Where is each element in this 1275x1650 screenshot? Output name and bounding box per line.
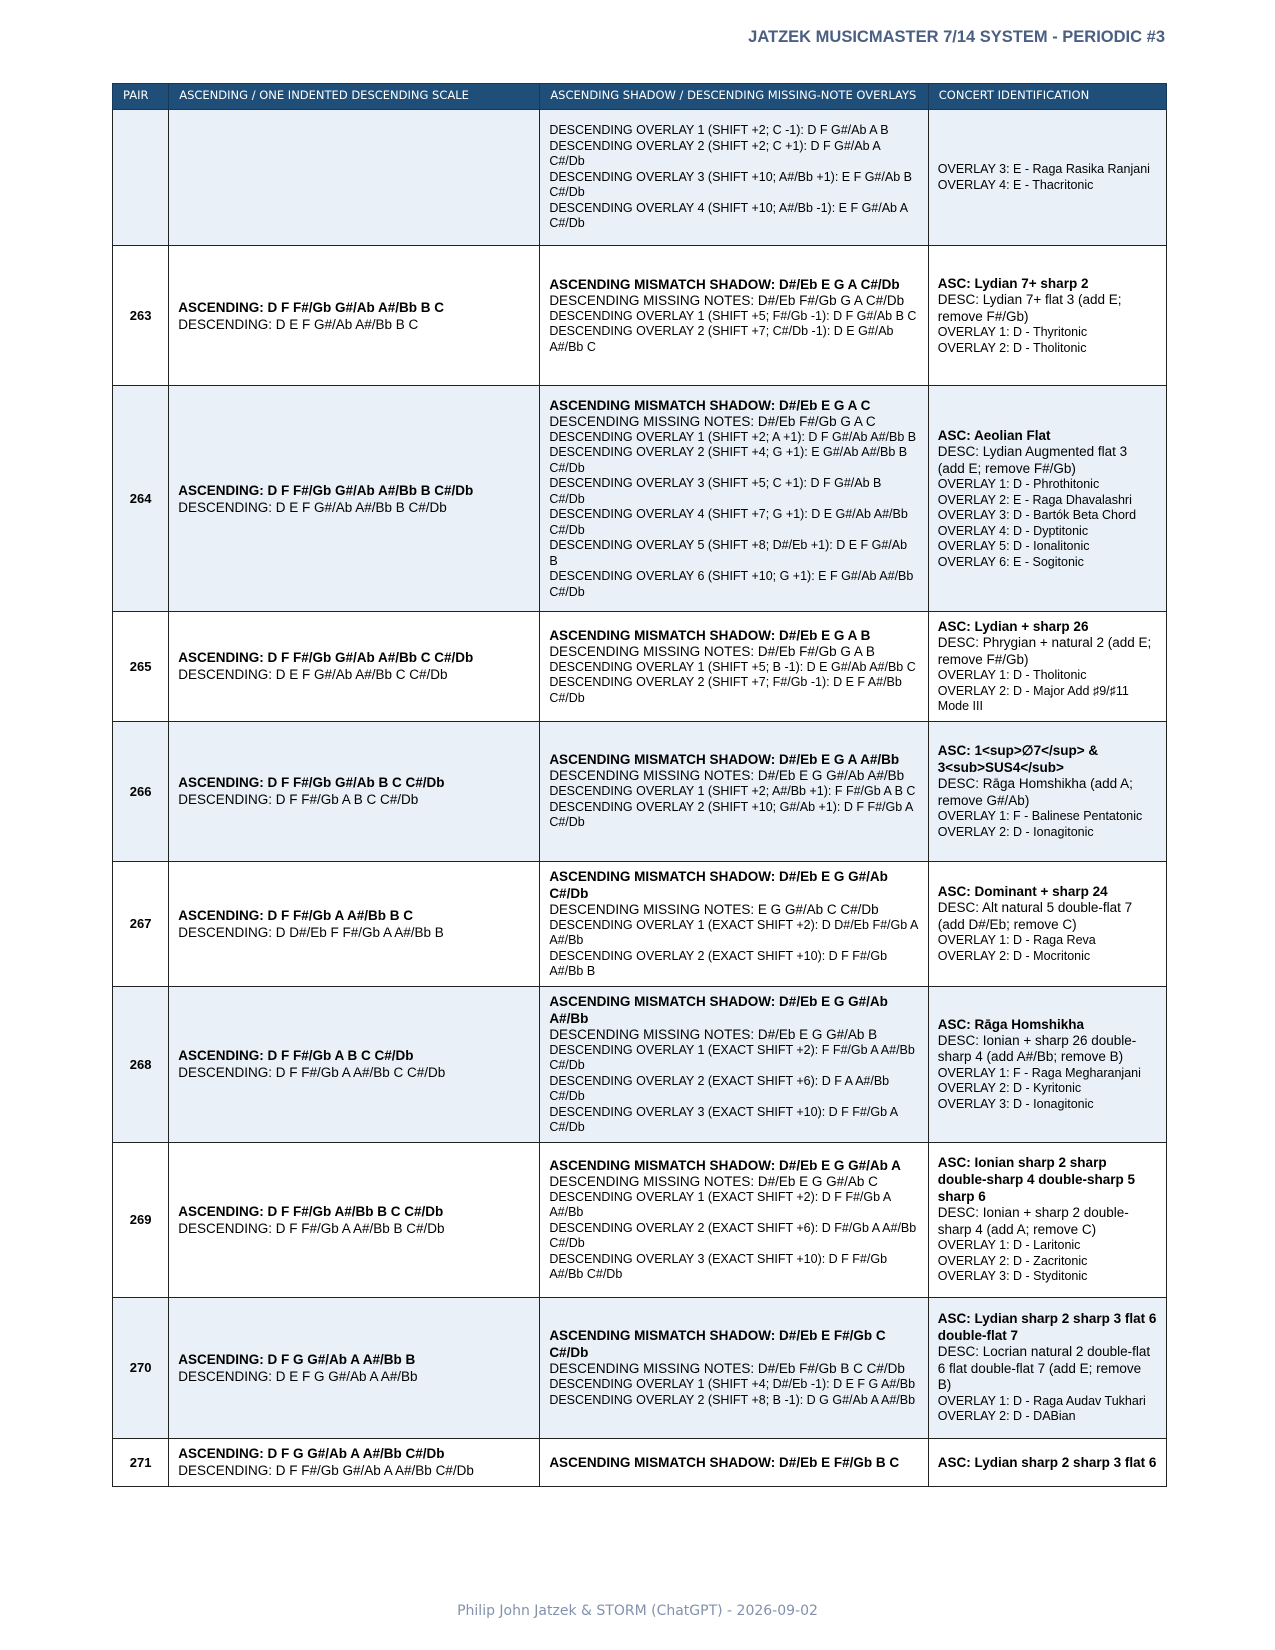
mismatch-shadow: ASCENDING MISMATCH SHADOW: D#/Eb E G G#/Ab C#/Db	[549, 868, 888, 901]
mismatch-shadow: ASCENDING MISMATCH SHADOW: D#/Eb E G G#/Ab A	[549, 1157, 901, 1173]
table-row	[113, 721, 1167, 861]
table-row	[113, 110, 1167, 246]
mismatch-shadow: ASCENDING MISMATCH SHADOW: D#/Eb E F#/Gb B C	[549, 1454, 900, 1470]
concert-ascending: ASC: Ionian sharp 2 sharp double-sharp 4 double-sharp 5 sharp 6	[937, 1155, 1136, 1205]
pair-number-cell: 263	[113, 246, 169, 386]
concert-overlay: OVERLAY 1: D - Raga Audav Tukhari	[937, 1393, 1146, 1408]
descending-overlay: DESCENDING OVERLAY 2 (SHIFT +2; C +1): D F G#/Ab A C#/Db	[549, 138, 880, 169]
concert-id-cell	[928, 246, 1166, 386]
concert-descending: DESC: Rāga Homshikha (add A; remove G#/Ab)	[937, 776, 1133, 808]
column-header-scale: ASCENDING / ONE INDENTED DESCENDING SCALE	[169, 84, 540, 110]
concert-id-cell	[928, 721, 1166, 861]
overlay-cell	[540, 861, 928, 986]
scale-cell	[169, 1297, 540, 1438]
concert-overlay: OVERLAY 4: D - Dyptitonic	[937, 523, 1089, 538]
concert-overlay: OVERLAY 1: D - Raga Reva	[937, 933, 1096, 947]
table-row	[113, 1438, 1167, 1486]
descending-scale: DESCENDING: D E F G#/Ab A#/Bb B C#/Db	[178, 499, 447, 515]
concert-ascending: ASC: Lydian sharp 2 sharp 3 flat 6 double-flat 7	[937, 1311, 1157, 1344]
missing-notes: DESCENDING MISSING NOTES: E G G#/Ab C C#/Db	[549, 901, 879, 917]
descending-overlay: DESCENDING OVERLAY 2 (EXACT SHIFT +6): D F A A#/Bb C#/Db	[549, 1073, 890, 1103]
concert-descending: DESC: Ionian + sharp 2 double-sharp 4 (add A; remove C)	[937, 1205, 1129, 1237]
pair-number-cell	[113, 110, 169, 246]
descending-scale: DESCENDING: D E F G G#/Ab A A#/Bb	[178, 1368, 418, 1384]
concert-overlay: OVERLAY 2: D - Kyritonic	[937, 1081, 1082, 1096]
column-header-concert-id: CONCERT IDENTIFICATION	[928, 84, 1166, 110]
mismatch-shadow: ASCENDING MISMATCH SHADOW: D#/Eb E G A B	[549, 627, 871, 643]
descending-overlay: DESCENDING OVERLAY 3 (SHIFT +10; A#/Bb +1): E F G#/Ab B C#/Db	[549, 169, 912, 200]
descending-overlay: DESCENDING OVERLAY 2 (EXACT SHIFT +10): D F F#/Gb A#/Bb B	[549, 948, 888, 978]
descending-overlay: DESCENDING OVERLAY 2 (SHIFT +7; F#/Gb -1): D E F A#/Bb C#/Db	[549, 675, 902, 705]
ascending-scale: ASCENDING: D F F#/Gb A#/Bb B C C#/Db	[178, 1203, 444, 1219]
concert-overlay: OVERLAY 1: D - Thyritonic	[937, 325, 1088, 339]
descending-overlay: DESCENDING OVERLAY 2 (SHIFT +8; B -1): D G G#/Ab A A#/Bb	[549, 1392, 916, 1407]
page-footer: Philip John Jatzek & STORM (ChatGPT) - 2026-09-02	[457, 1603, 818, 1619]
descending-overlay: DESCENDING OVERLAY 3 (EXACT SHIFT +10): D F F#/Gb A#/Bb C#/Db	[549, 1251, 888, 1281]
descending-overlay: DESCENDING OVERLAY 1 (SHIFT +2; C -1): D F G#/Ab A B	[549, 123, 889, 138]
pair-number-cell: 270	[113, 1297, 169, 1438]
column-header-overlays: ASCENDING SHADOW / DESCENDING MISSING-NOTE OVERLAYS	[540, 84, 928, 110]
overlay-cell	[540, 612, 928, 722]
descending-overlay: DESCENDING OVERLAY 4 (SHIFT +7; G +1): D E G#/Ab A#/Bb C#/Db	[549, 507, 908, 537]
overlay-cell	[540, 386, 928, 612]
descending-scale: DESCENDING: D F F#/Gb A A#/Bb C C#/Db	[178, 1065, 446, 1080]
concert-overlay: OVERLAY 2: D - Mocritonic	[937, 948, 1091, 963]
overlay-cell	[540, 1438, 928, 1486]
descending-overlay: DESCENDING OVERLAY 1 (SHIFT +2; A +1): D F G#/Ab A#/Bb B	[549, 429, 917, 444]
descending-scale: DESCENDING: D E F G#/Ab A#/Bb C C#/Db	[178, 667, 448, 683]
scale-cell	[169, 986, 540, 1142]
concert-id-cell	[928, 386, 1166, 612]
concert-overlay: OVERLAY 1: D - Tholitonic	[937, 668, 1087, 682]
descending-overlay: DESCENDING OVERLAY 1 (SHIFT +5; F#/Gb -1): D F G#/Ab B C	[549, 308, 917, 323]
concert-descending: DESC: Lydian 7+ flat 3 (add E; remove F#/Gb)	[937, 292, 1122, 324]
scale-cell	[169, 386, 540, 612]
concert-descending: DESC: Locrian natural 2 double-flat 6 flat double-flat 7 (add E; remove B)	[937, 1344, 1151, 1393]
descending-overlay: DESCENDING OVERLAY 1 (EXACT SHIFT +2): F F#/Gb A A#/Bb C#/Db	[549, 1042, 915, 1072]
scale-cell	[169, 1142, 540, 1297]
descending-overlay: DESCENDING OVERLAY 1 (SHIFT +4; D#/Eb -1): D E F G A#/Bb	[549, 1377, 916, 1391]
overlay-cell	[540, 1297, 928, 1438]
mismatch-shadow: ASCENDING MISMATCH SHADOW: D#/Eb E F#/Gb C C#/Db	[549, 1328, 886, 1360]
table-header-row	[113, 84, 1167, 110]
table-row	[113, 612, 1167, 722]
descending-scale: DESCENDING: D E F G#/Ab A#/Bb B C	[178, 316, 419, 332]
missing-notes: DESCENDING MISSING NOTES: D#/Eb E G G#/Ab B	[549, 1026, 878, 1042]
pair-number-cell: 267	[113, 861, 169, 986]
scale-cell	[169, 721, 540, 861]
scale-cell	[169, 861, 540, 986]
concert-id-cell	[928, 861, 1166, 986]
descending-overlay: DESCENDING OVERLAY 3 (EXACT SHIFT +10): D F F#/Gb A C#/Db	[549, 1104, 898, 1134]
scale-cell	[169, 1438, 540, 1486]
descending-scale: DESCENDING: D F F#/Gb A A#/Bb B C#/Db	[178, 1220, 445, 1236]
missing-notes: DESCENDING MISSING NOTES: D#/Eb F#/Gb G A C	[549, 413, 876, 429]
table-row	[113, 246, 1167, 386]
descending-overlay: DESCENDING OVERLAY 1 (EXACT SHIFT +2): D F F#/Gb A A#/Bb	[549, 1189, 891, 1219]
pair-number-cell: 266	[113, 721, 169, 861]
ascending-scale: ASCENDING: D F F#/Gb G#/Ab B C C#/Db	[178, 775, 445, 790]
concert-overlay: OVERLAY 3: D - Bartók Beta Chord	[937, 508, 1137, 522]
overlay-cell	[540, 986, 928, 1142]
mismatch-shadow: ASCENDING MISMATCH SHADOW: D#/Eb E G A C	[549, 397, 871, 413]
mismatch-shadow: ASCENDING MISMATCH SHADOW: D#/Eb E G A A#/Bb	[549, 752, 900, 768]
concert-overlay: OVERLAY 4: E - Thacritonic	[937, 177, 1094, 192]
concert-id-cell	[928, 1438, 1166, 1486]
concert-ascending: ASC: Aeolian Flat	[937, 428, 1051, 443]
descending-overlay: DESCENDING OVERLAY 2 (SHIFT +4; G +1): E G#/Ab A#/Bb B C#/Db	[549, 445, 908, 475]
ascending-scale: ASCENDING: D F F#/Gb A A#/Bb B C	[178, 907, 413, 923]
descending-overlay: DESCENDING OVERLAY 3 (SHIFT +5; C +1): D F G#/Ab B C#/Db	[549, 476, 882, 506]
scales-table	[112, 83, 1167, 1487]
missing-notes: DESCENDING MISSING NOTES: D#/Eb F#/Gb B C C#/Db	[549, 1361, 905, 1376]
overlay-cell	[540, 110, 928, 246]
scale-cell	[169, 612, 540, 722]
concert-id-cell	[928, 1142, 1166, 1297]
missing-notes: DESCENDING MISSING NOTES: D#/Eb F#/Gb G A B	[549, 643, 875, 659]
concert-overlay: OVERLAY 3: E - Raga Rasika Ranjani	[937, 162, 1150, 176]
pair-number-cell: 265	[113, 612, 169, 722]
overlay-cell	[540, 1142, 928, 1297]
overlay-cell	[540, 246, 928, 386]
descending-scale: DESCENDING: D D#/Eb F F#/Gb A A#/Bb B	[178, 924, 444, 940]
concert-descending: DESC: Lydian Augmented flat 3 (add E; remove F#/Gb)	[937, 444, 1128, 476]
ascending-scale: ASCENDING: D F G G#/Ab A A#/Bb C#/Db	[178, 1446, 445, 1461]
pair-number-cell: 264	[113, 386, 169, 612]
table-row	[113, 1142, 1167, 1297]
pair-number-cell: 268	[113, 986, 169, 1142]
table-body	[113, 110, 1167, 1487]
missing-notes: DESCENDING MISSING NOTES: D#/Eb F#/Gb G A C#/Db	[549, 292, 905, 308]
descending-scale: DESCENDING: D F F#/Gb A B C C#/Db	[178, 792, 419, 807]
overlay-cell	[540, 721, 928, 861]
concert-overlay: OVERLAY 1: D - Laritonic	[937, 1238, 1081, 1253]
concert-overlay: OVERLAY 2: E - Raga Dhavalashri	[937, 492, 1132, 507]
ascending-scale: ASCENDING: D F G G#/Ab A A#/Bb B	[178, 1351, 416, 1367]
column-header-pair: PAIR	[113, 84, 169, 110]
concert-overlay: OVERLAY 2: D - Ionagitonic	[937, 824, 1094, 839]
ascending-scale: ASCENDING: D F F#/Gb G#/Ab A#/Bb B C	[178, 299, 444, 315]
concert-overlay: OVERLAY 5: D - Ionalitonic	[937, 539, 1090, 553]
descending-overlay: DESCENDING OVERLAY 2 (SHIFT +7; C#/Db -1): D E G#/Ab A#/Bb C	[549, 324, 894, 354]
ascending-scale: ASCENDING: D F F#/Gb G#/Ab A#/Bb C C#/Db	[178, 650, 474, 666]
concert-ascending: ASC: Lydian 7+ sharp 2	[937, 276, 1089, 291]
concert-descending: DESC: Ionian + sharp 26 double-sharp 4 (add A#/Bb; remove B)	[937, 1032, 1137, 1065]
table-row	[113, 986, 1167, 1142]
concert-overlay: OVERLAY 1: F - Raga Megharanjani	[937, 1065, 1141, 1080]
concert-overlay: OVERLAY 2: D - Tholitonic	[937, 340, 1087, 355]
concert-ascending: ASC: Rāga Homshikha	[937, 1016, 1085, 1032]
descending-overlay: DESCENDING OVERLAY 2 (EXACT SHIFT +6): D F#/Gb A A#/Bb C#/Db	[549, 1220, 917, 1250]
concert-descending: DESC: Phrygian + natural 2 (add E; remove F#/Gb)	[937, 635, 1152, 667]
descending-overlay: DESCENDING OVERLAY 4 (SHIFT +10; A#/Bb -1): E F G#/Ab A C#/Db	[549, 200, 908, 231]
concert-overlay: OVERLAY 2: D - DABian	[937, 1409, 1076, 1424]
descending-overlay: DESCENDING OVERLAY 1 (SHIFT +5; B -1): D E G#/Ab A#/Bb C	[549, 659, 916, 674]
concert-overlay: OVERLAY 2: D - Major Add ♯9/♯11 Mode III	[937, 683, 1129, 713]
concert-id-cell	[928, 1297, 1166, 1438]
concert-id-cell	[928, 110, 1166, 246]
missing-notes: DESCENDING MISSING NOTES: D#/Eb E G G#/Ab A#/Bb	[549, 768, 905, 784]
concert-overlay: OVERLAY 3: D - Styditonic	[937, 1269, 1088, 1284]
concert-descending: DESC: Alt natural 5 double-flat 7 (add D#/Eb; remove C)	[937, 900, 1133, 932]
concert-overlay: OVERLAY 6: E - Sogitonic	[937, 554, 1084, 569]
table-row	[113, 1297, 1167, 1438]
descending-overlay: DESCENDING OVERLAY 6 (SHIFT +10; G +1): E F G#/Ab A#/Bb C#/Db	[549, 569, 914, 599]
concert-overlay: OVERLAY 1: F - Balinese Pentatonic	[937, 809, 1143, 823]
table-row	[113, 861, 1167, 986]
mismatch-shadow: ASCENDING MISMATCH SHADOW: D#/Eb E G A C#/Db	[549, 276, 900, 292]
concert-ascending: ASC: Lydian + sharp 26	[937, 619, 1089, 634]
descending-overlay: DESCENDING OVERLAY 5 (SHIFT +8; D#/Eb +1): D E F G#/Ab B	[549, 538, 908, 568]
document-title: JATZEK MUSICMASTER 7/14 SYSTEM - PERIODIC #3	[748, 28, 1165, 46]
concert-ascending: ASC: Lydian sharp 2 sharp 3 flat 6	[937, 1454, 1157, 1470]
descending-overlay: DESCENDING OVERLAY 1 (SHIFT +2; A#/Bb +1): F F#/Gb A B C	[549, 784, 916, 799]
concert-id-cell	[928, 612, 1166, 722]
pair-number-cell: 269	[113, 1142, 169, 1297]
mismatch-shadow: ASCENDING MISMATCH SHADOW: D#/Eb E G G#/Ab A#/Bb	[549, 993, 888, 1026]
concert-ascending: ASC: Dominant + sharp 24	[937, 884, 1108, 899]
table-row	[113, 386, 1167, 612]
ascending-scale: ASCENDING: D F F#/Gb G#/Ab A#/Bb B C#/Db	[178, 482, 474, 498]
scale-cell	[169, 110, 540, 246]
descending-scale: DESCENDING: D F F#/Gb G#/Ab A A#/Bb C#/Db	[178, 1463, 474, 1478]
concert-id-cell	[928, 986, 1166, 1142]
concert-overlay: OVERLAY 2: D - Zacritonic	[937, 1253, 1088, 1268]
concert-overlay: OVERLAY 1: D - Phrothitonic	[937, 477, 1100, 491]
descending-overlay: DESCENDING OVERLAY 1 (EXACT SHIFT +2): D D#/Eb F#/Gb A A#/Bb	[549, 917, 918, 947]
concert-ascending: ASC: 1<sup>∅7</sup> & 3<sub>SUS4</sub>	[937, 743, 1099, 775]
missing-notes: DESCENDING MISSING NOTES: D#/Eb E G G#/Ab C	[549, 1173, 878, 1189]
ascending-scale: ASCENDING: D F F#/Gb A B C C#/Db	[178, 1048, 414, 1063]
pair-number-cell: 271	[113, 1438, 169, 1486]
descending-overlay: DESCENDING OVERLAY 2 (SHIFT +10; G#/Ab +1): D F F#/Gb A C#/Db	[549, 799, 913, 830]
concert-overlay: OVERLAY 3: D - Ionagitonic	[937, 1096, 1094, 1111]
scale-cell	[169, 246, 540, 386]
